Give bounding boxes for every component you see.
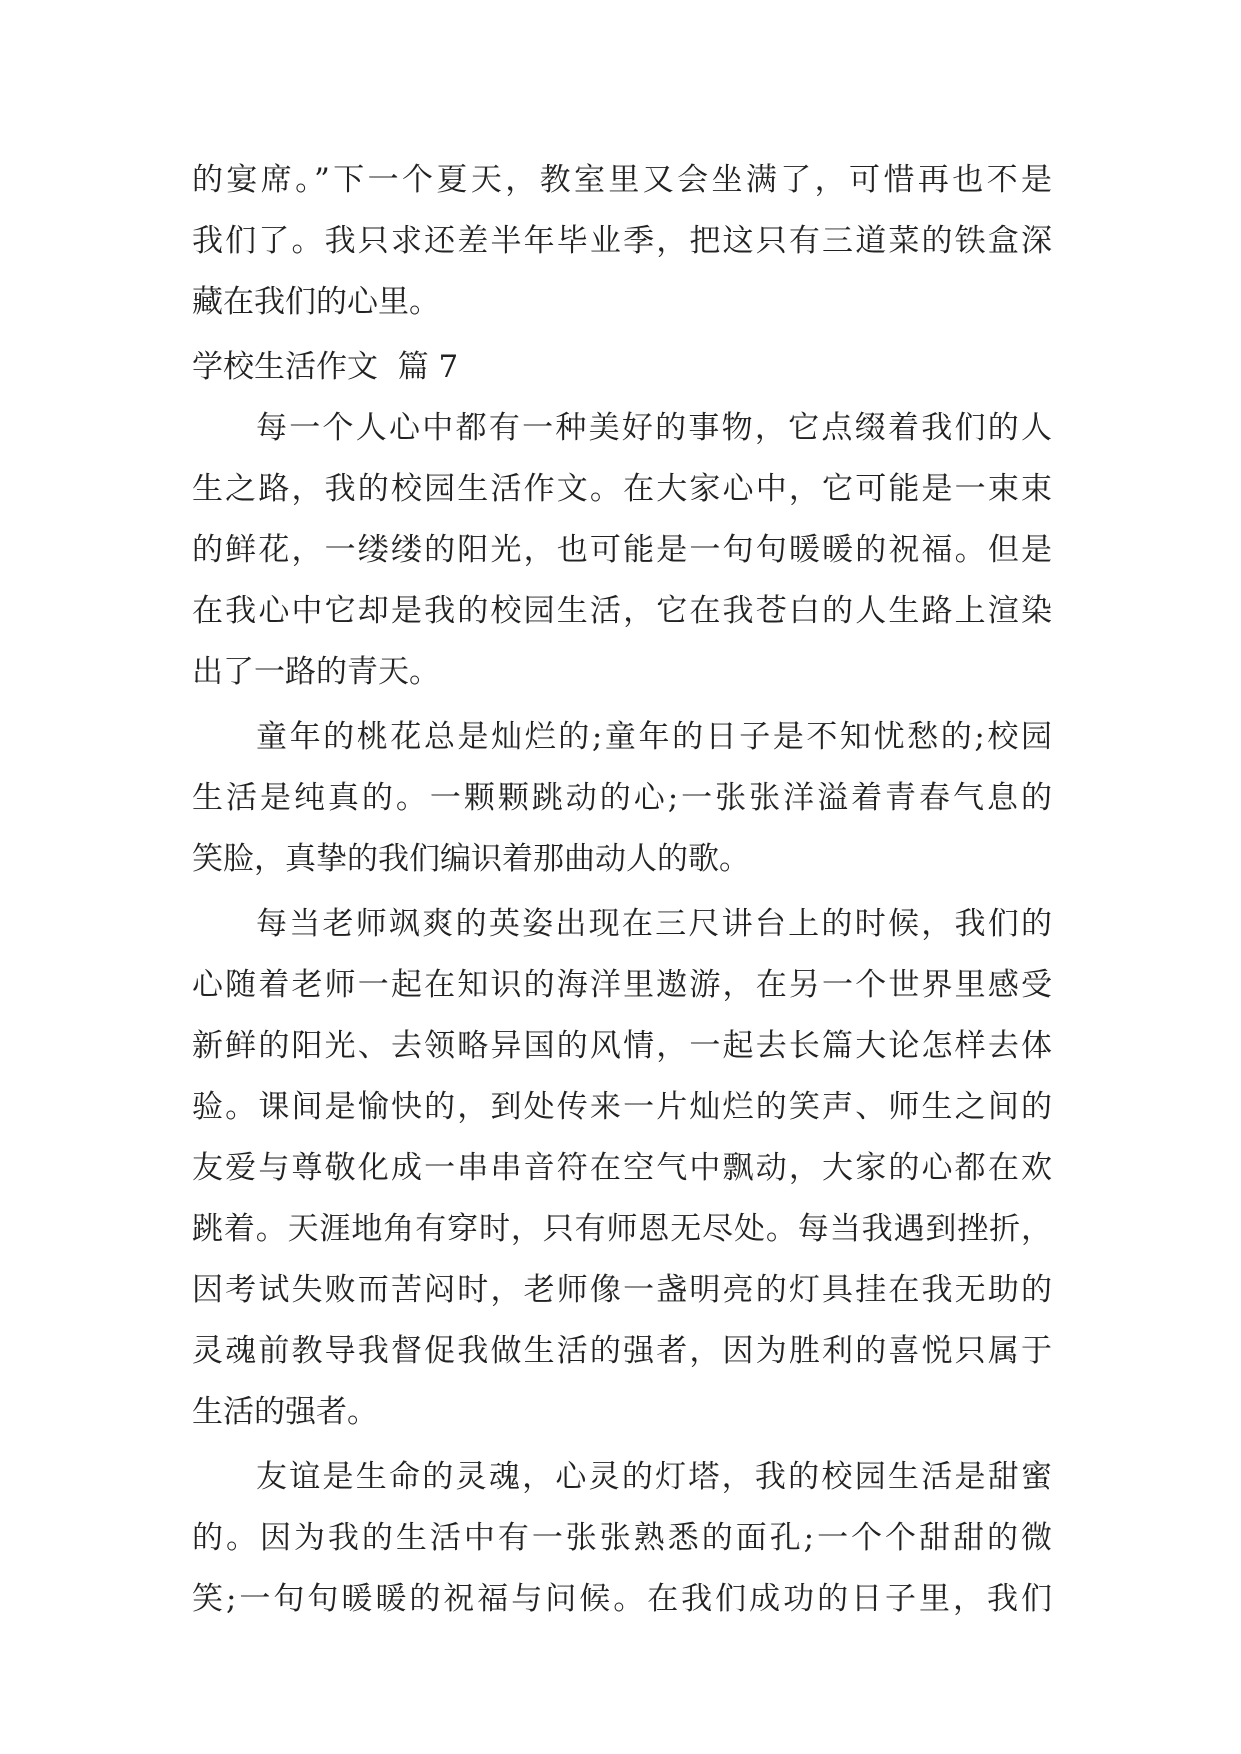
text-line: 的宴席。”下一个夏天，教室里又会坐满了，可惜再也不是 [192, 162, 1052, 198]
text-line: 生活是纯真的。一颗颗跳动的心;一张张洋溢着青春气息的 [192, 780, 1052, 816]
document-page [192, 150, 1052, 1634]
body-paragraph-2 [192, 707, 1052, 890]
text-line: 友谊是生命的灵魂，心灵的灯塔，我的校园生活是甜蜜 [256, 1459, 1052, 1495]
text-line: 童年的桃花总是灿烂的;童年的日子是不知忧愁的;校园 [256, 719, 1052, 755]
text-line: 每一个人心中都有一种美好的事物，它点缀着我们的人 [256, 410, 1052, 446]
text-line: 每当老师飒爽的英姿出现在三尺讲台上的时候，我们的 [256, 906, 1052, 942]
continuation-paragraph [192, 150, 1052, 333]
body-paragraph-4 [192, 1447, 1052, 1630]
text-line: 生之路，我的校园生活作文。在大家心中，它可能是一束束 [192, 471, 1052, 507]
text-line: 新鲜的阳光、去领略异国的风情，一起去长篇大论怎样去体 [192, 1028, 1052, 1064]
text-line: 验。课间是愉快的，到处传来一片灿烂的笑声、师生之间的 [192, 1089, 1052, 1125]
section-heading: 学校生活作文 篇 7 [192, 349, 459, 385]
text-line: 友爱与尊敬化成一串串音符在空气中飘动，大家的心都在欢 [192, 1150, 1052, 1186]
text-line: 生活的强者。 [192, 1394, 378, 1430]
text-line: 在我心中它却是我的校园生活，它在我苍白的人生路上渲染 [192, 593, 1052, 629]
text-line: 藏在我们的心里。 [192, 284, 440, 320]
text-line: 笑脸，真挚的我们编识着那曲动人的歌。 [192, 841, 750, 877]
body-paragraph-3 [192, 894, 1052, 1443]
body-paragraph-1 [192, 398, 1052, 703]
text-line: 灵魂前教导我督促我做生活的强者，因为胜利的喜悦只属于 [192, 1333, 1052, 1369]
text-line: 心随着老师一起在知识的海洋里遨游，在另一个世界里感受 [192, 967, 1052, 1003]
text-line: 出了一路的青天。 [192, 654, 440, 690]
text-line: 的鲜花，一缕缕的阳光，也可能是一句句暖暖的祝福。但是 [192, 532, 1052, 568]
text-line: 的。因为我的生活中有一张张熟悉的面孔;一个个甜甜的微 [192, 1520, 1052, 1556]
text-line: 我们了。我只求还差半年毕业季，把这只有三道菜的铁盒深 [192, 223, 1052, 259]
text-line: 笑;一句句暖暖的祝福与问候。在我们成功的日子里，我们 [192, 1581, 1052, 1617]
text-line: 因考试失败而苦闷时，老师像一盏明亮的灯具挂在我无助的 [192, 1272, 1052, 1308]
text-line: 跳着。天涯地角有穿时，只有师恩无尽处。每当我遇到挫折， [192, 1211, 1052, 1247]
